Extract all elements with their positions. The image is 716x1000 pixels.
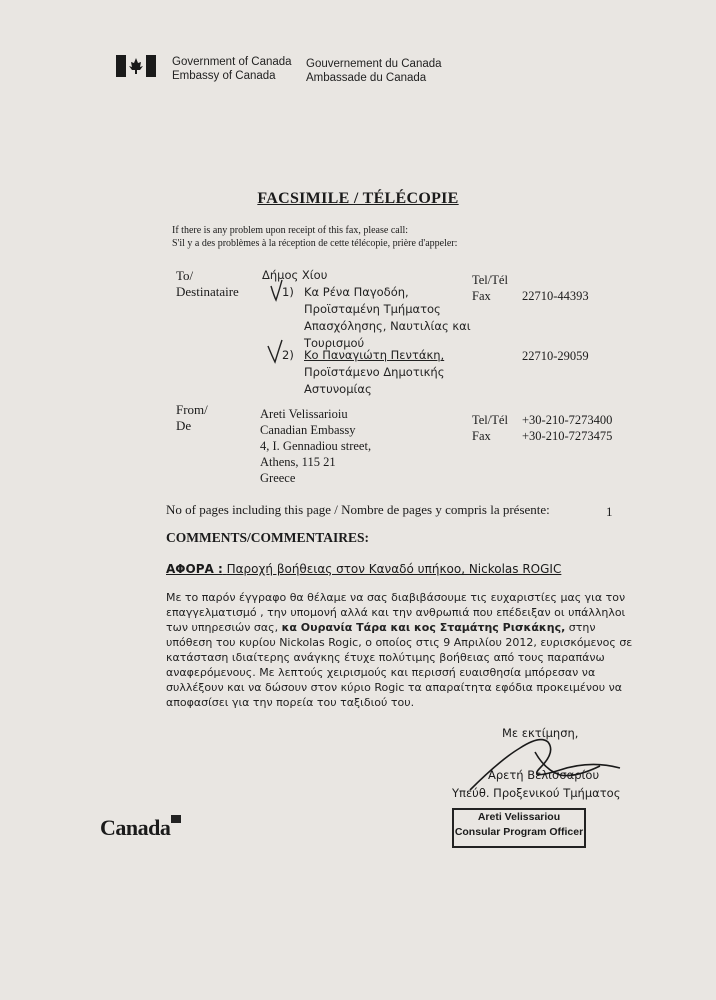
gov-fr: Gouvernement du Canada — [306, 58, 442, 70]
sender-city: Athens, 115 21 — [260, 455, 336, 469]
canada-wordmark-text: Canada — [100, 815, 171, 840]
pages-value: 1 — [606, 504, 613, 519]
sender-name: Areti Velissarioiu — [260, 407, 348, 421]
subject-label: ΑΦΟΡΑ : — [166, 562, 223, 576]
embassy-en: Embassy of Canada — [172, 70, 276, 82]
pages-label: No of pages including this page / Nombre de pages y compris la présente: — [166, 502, 550, 517]
signer-role: Υπεύθ. Προξενικού Τμήματος — [452, 786, 621, 800]
signature-scribble — [470, 740, 620, 790]
notice-en: If there is any problem upon receipt of this fax, please call: — [172, 225, 409, 236]
body-part-1: Με το παρόν έγγραφο θα θέλαμε να σας διαβιβάσουμε τις ευχαριστίες μας για τον επαγγελματισμό , την υπομονή αλλά και την ανθρωπιά που επέδειξαν οι υπάλληλοι των υπηρεσιών σας, — [166, 591, 626, 634]
subject-text: Παροχή βοήθειας στον Καναδό υπήκοο, Nickolas ROGIC — [226, 562, 562, 576]
recipient-2-num: 2) — [282, 348, 294, 362]
recipient-1-line-4: Τουρισμού — [304, 336, 365, 350]
stamp-name: Areti Velissariou — [477, 811, 561, 823]
to-fax-1: 22710-44393 — [522, 289, 589, 303]
sender-country: Greece — [260, 471, 296, 485]
sender-street: 4, I. Gennadiou street, — [260, 439, 372, 453]
recipient-2-line-3: Αστυνομίας — [304, 382, 372, 396]
de-label: De — [176, 418, 192, 433]
recipient-org: Δήμος Χίου — [262, 268, 328, 282]
stamp-title: Consular Program Officer — [454, 826, 584, 838]
to-label: To/ — [176, 268, 194, 283]
body-part-2: στην υπόθεση του κυρίου Nickolas Rogic, ο οποίος στις 9 Απριλίου 2012, ευρισκόμενος σε κατάσταση ιδιαίτερης ανάγκης έτυχε πολύτιμης βοήθειας από τους παραπάνω αναφερόμενους. Με λεπτούς χειρισμούς και περισσή ευαισθησία μπόρεσαν να συλλέξουν και να δώσουν στον κύριο Rogic τα απαραίτητα εφόδια προκειμένου να αποφασίσει για την πορεία του ταξιδιού του. — [166, 621, 633, 709]
from-fax: +30-210-7273475 — [522, 429, 613, 443]
embassy-fr: Ambassade du Canada — [306, 72, 427, 84]
gov-en: Government of Canada — [172, 56, 292, 68]
from-tel: +30-210-7273400 — [522, 413, 613, 427]
check-mark-2 — [268, 340, 282, 362]
recipient-1-line-2: Προϊσταμένη Τμήματος — [304, 302, 441, 316]
officer-stamp — [452, 808, 586, 848]
from-label: From/ — [176, 402, 208, 417]
from-fax-label: Fax — [472, 429, 491, 443]
comments-label: COMMENTS/COMMENTAIRES: — [166, 530, 370, 545]
recipient-1-line-3: Απασχόλησης, Ναυτιλίας και — [304, 319, 471, 333]
wordmark-flag-icon — [171, 815, 181, 823]
from-tel-label: Tel/Tél — [472, 413, 508, 427]
to-fax-2: 22710-29059 — [522, 349, 589, 363]
canada-wordmark — [100, 815, 181, 841]
to-fax-label: Fax — [472, 289, 491, 303]
signer-name: Αρετή Βελισσαρίου — [488, 768, 600, 782]
page-title: FACSIMILE / TÉLÉCOPIE — [257, 190, 459, 207]
recipient-2-name: Κο Παναγιώτη Πεντάκη, — [304, 348, 445, 362]
recipient-1-name: Κα Ρένα Παγοδόη, — [304, 285, 409, 299]
closing-regards: Με εκτίμηση, — [502, 726, 579, 740]
to-tel-label: Tel/Tél — [472, 273, 508, 287]
recipient-1-num: 1) — [282, 285, 294, 299]
notice-fr: S'il y a des problèmes à la réception de cette télécopie, prière d'appeler: — [172, 238, 458, 249]
sender-org: Canadian Embassy — [260, 423, 356, 437]
destinataire-label: Destinataire — [176, 284, 239, 299]
recipient-2-line-2: Προϊστάμενο Δημοτικής — [304, 365, 445, 379]
body-bold-names: κα Ουρανία Τάρα και κος Σταμάτης Ρισκάκης, — [281, 621, 566, 634]
check-mark-1 — [271, 280, 282, 300]
